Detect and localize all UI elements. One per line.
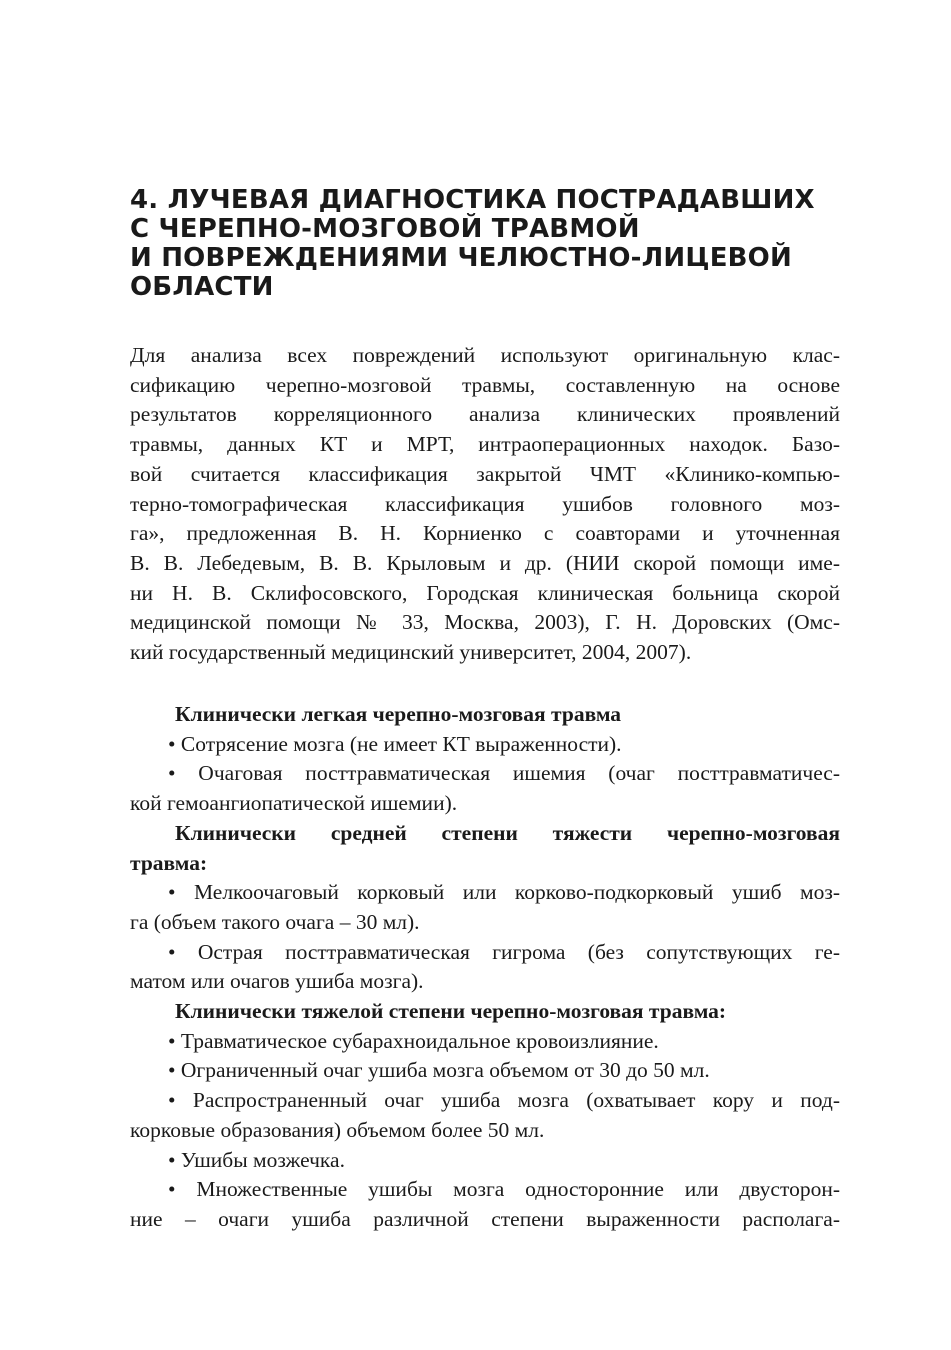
text-line: кий государственный медицинский университет, 2004, 2007).	[130, 640, 692, 665]
classification-lists	[130, 700, 840, 1235]
list-item: • Травматическое субарахноидальное кровоизлияние.	[168, 1028, 659, 1053]
list-item-continuation: матом или очагов ушиба мозга).	[130, 969, 424, 994]
text-line: результатов корреляционного анализа клинических проявлений	[130, 402, 840, 427]
list-item: • Острая посттравматическая гигрома (без сопутствующих ге-	[168, 939, 840, 964]
list-item: • Ушибы мозжечка.	[168, 1147, 345, 1172]
text-line: терно-томографическая классификация ушибов головного моз-	[130, 491, 840, 516]
chapter-title-line: С ЧЕРЕПНО-МОЗГОВОЙ ТРАВМОЙ	[130, 214, 640, 244]
chapter-title-line: ОБЛАСТИ	[130, 272, 274, 302]
chapter-title	[130, 186, 850, 302]
severe-tbi-heading: Клинически тяжелой степени черепно-мозговая травма:	[175, 999, 727, 1024]
text-line: ни Н. В. Склифосовского, Городская клиническая больница скорой	[130, 580, 840, 605]
text-line: сификацию черепно-мозговой травмы, составленную на основе	[130, 372, 840, 397]
list-item: • Мелкоочаговый корковый или корково-подкорковый ушиб моз-	[168, 880, 840, 905]
list-item: • Распространенный очаг ушиба мозга (охватывает кору и под-	[168, 1088, 840, 1113]
mild-tbi-heading: Клинически легкая черепно-мозговая травма	[175, 702, 622, 726]
list-item-continuation: га (объем такого очага – 30 мл).	[130, 909, 420, 934]
text-line: Для анализа всех повреждений используют оригинальную клас-	[130, 343, 840, 367]
chapter-title-line: 4. ЛУЧЕВАЯ ДИАГНОСТИКА ПОСТРАДАВШИХ	[130, 185, 815, 215]
text-line: травмы, данных КТ и МРТ, интраоперационных находок. Базо-	[130, 432, 840, 457]
text-line: медицинской помощи № 33, Москва, 2003), Г. Н. Доровских (Омс-	[130, 610, 840, 635]
list-item-continuation: кой гемоангиопатической ишемии).	[130, 791, 458, 816]
moderate-tbi-heading: Клинически средней степени тяжести черепно-мозговая	[175, 820, 840, 845]
list-item-continuation: ние – очаги ушиба различной степени выраженности располага-	[130, 1206, 840, 1231]
moderate-tbi-heading-continuation: травма:	[130, 850, 208, 875]
text-line: В. В. Лебедевым, В. В. Крыловым и др. (НИИ скорой помощи име-	[130, 550, 840, 575]
chapter-title-line: И ПОВРЕЖДЕНИЯМИ ЧЕЛЮСТНО-ЛИЦЕВОЙ	[130, 243, 792, 273]
text-line: вой считается классификация закрытой ЧМТ «Клинико-компью-	[130, 461, 840, 486]
intro-paragraph	[130, 341, 840, 668]
list-item: • Ограниченный очаг ушиба мозга объемом от 30 до 50 мл.	[168, 1058, 710, 1083]
list-item: • Сотрясение мозга (не имеет КТ выраженности).	[168, 731, 622, 756]
text-line: га», предложенная В. Н. Корниенко с соавторами и уточненная	[130, 521, 840, 546]
list-item: • Очаговая посттравматическая ишемия (очаг посттравматичес-	[168, 761, 840, 786]
list-item: • Множественные ушибы мозга односторонние или двусторон-	[168, 1177, 840, 1202]
list-item-continuation: корковые образования) объемом более 50 мл.	[130, 1117, 545, 1142]
